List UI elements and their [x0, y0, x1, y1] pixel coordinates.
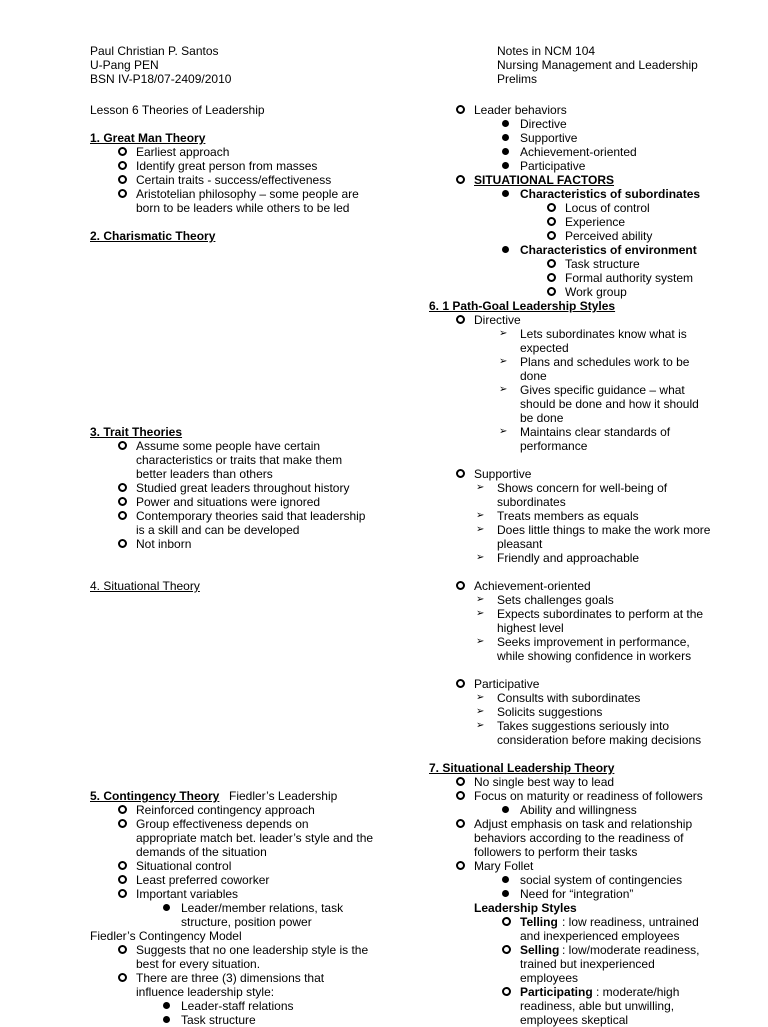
- text-line: Friendly and approachable: [497, 551, 640, 565]
- circle-bullet-icon: [456, 315, 465, 324]
- arrow-bullet-icon: ➢: [476, 524, 485, 535]
- circle-bullet-icon: [502, 917, 511, 926]
- circle-bullet-icon: [118, 973, 127, 982]
- text-line: 7. Situational Leadership Theory: [429, 761, 615, 775]
- text-line: Selling: [520, 943, 560, 957]
- text-line: Achievement-oriented: [474, 579, 591, 593]
- dot-bullet-icon: [163, 1002, 170, 1009]
- circle-bullet-icon: [547, 287, 556, 296]
- text-line: Perceived ability: [565, 229, 653, 243]
- circle-bullet-icon: [456, 777, 465, 786]
- text-line: Shows concern for well-being of: [497, 481, 668, 495]
- text-line: Lets subordinates know what is: [520, 327, 687, 341]
- text-line: is a skill and can be developed: [136, 523, 300, 537]
- circle-bullet-icon: [456, 581, 465, 590]
- text-line: born to be leaders while others to be led: [136, 201, 350, 215]
- text-line: Studied great leaders throughout history: [136, 481, 350, 495]
- arrow-bullet-icon: ➢: [499, 356, 508, 367]
- text-line: consideration before making decisions: [497, 733, 702, 747]
- arrow-bullet-icon: ➢: [499, 328, 508, 339]
- text-line: Characteristics of subordinates: [520, 187, 701, 201]
- text-line: There are three (3) dimensions that: [136, 971, 325, 985]
- text-line: Supportive: [474, 467, 532, 481]
- arrow-bullet-icon: ➢: [476, 510, 485, 521]
- arrow-bullet-icon: ➢: [499, 426, 508, 437]
- text-line: Locus of control: [565, 201, 650, 215]
- circle-bullet-icon: [118, 819, 127, 828]
- text-line: Work group: [565, 285, 627, 299]
- circle-bullet-icon: [502, 945, 511, 954]
- text-line: 2. Charismatic Theory: [90, 229, 216, 243]
- text-line: demands of the situation: [136, 845, 267, 859]
- text-line: 3. Trait Theories: [90, 425, 183, 439]
- arrow-bullet-icon: ➢: [476, 692, 485, 703]
- circle-bullet-icon: [118, 861, 127, 870]
- text-line: highest level: [497, 621, 564, 635]
- text-line: employees: [520, 971, 579, 985]
- dot-bullet-icon: [502, 120, 509, 127]
- arrow-bullet-icon: ➢: [476, 594, 485, 605]
- circle-bullet-icon: [456, 819, 465, 828]
- circle-bullet-icon: [547, 231, 556, 240]
- arrow-bullet-icon: ➢: [476, 482, 485, 493]
- text-line: Maintains clear standards of: [520, 425, 671, 439]
- circle-bullet-icon: [118, 175, 127, 184]
- text-line: Takes suggestions seriously into: [497, 719, 670, 733]
- circle-bullet-icon: [456, 469, 465, 478]
- dot-bullet-icon: [502, 876, 509, 883]
- text-line: Assume some people have certain: [136, 439, 321, 453]
- circle-bullet-icon: [118, 539, 127, 548]
- circle-bullet-icon: [456, 861, 465, 870]
- text-line: Earliest approach: [136, 145, 230, 159]
- text-line: 5. Contingency Theory: [90, 789, 220, 803]
- text-line: : low/moderate readiness,: [562, 943, 700, 957]
- arrow-bullet-icon: ➢: [476, 706, 485, 717]
- circle-bullet-icon: [118, 161, 127, 170]
- text-line: Experience: [565, 215, 626, 229]
- text-line: Plans and schedules work to be: [520, 355, 690, 369]
- arrow-bullet-icon: ➢: [476, 552, 485, 563]
- text-line: Leader-staff relations: [181, 999, 294, 1013]
- circle-bullet-icon: [118, 441, 127, 450]
- text-line: Certain traits - success/effectiveness: [136, 173, 332, 187]
- text-line: Leadership Styles: [474, 901, 577, 915]
- text-line: 4. Situational Theory: [90, 579, 200, 593]
- text-line: Leader/member relations, task: [181, 901, 344, 915]
- dot-bullet-icon: [163, 904, 170, 911]
- text-line: Task structure: [181, 1013, 256, 1027]
- text-line: should be done and how it should: [520, 397, 699, 411]
- circle-bullet-icon: [118, 189, 127, 198]
- text-line: No single best way to lead: [474, 775, 615, 789]
- text-line: Lesson 6 Theories of Leadership: [90, 103, 265, 117]
- text-line: Important variables: [136, 887, 239, 901]
- text-line: Telling: [520, 915, 558, 929]
- text-line: Does little things to make the work more: [497, 523, 711, 537]
- text-line: Focus on maturity or readiness of followers: [474, 789, 703, 803]
- text-line: Participative: [474, 677, 540, 691]
- circle-bullet-icon: [118, 889, 127, 898]
- text-line: Participative: [520, 159, 586, 173]
- text-line: Supportive: [520, 131, 578, 145]
- text-line: readiness, able but unwilling,: [520, 999, 675, 1013]
- text-line: 6. 1 Path-Goal Leadership Styles: [429, 299, 616, 313]
- dot-bullet-icon: [502, 890, 509, 897]
- text-line: Contemporary theories said that leadership: [136, 509, 366, 523]
- text-line: followers to perform their tasks: [474, 845, 638, 859]
- text-line: expected: [520, 341, 569, 355]
- text-line: Least preferred coworker: [136, 873, 270, 887]
- text-line: BSN IV-P18/07-2409/2010: [90, 72, 232, 86]
- text-line: subordinates: [497, 495, 566, 509]
- text-line: Directive: [474, 313, 521, 327]
- text-line: Directive: [520, 117, 567, 131]
- circle-bullet-icon: [118, 497, 127, 506]
- circle-bullet-icon: [456, 791, 465, 800]
- text-line: characteristics or traits that make them: [136, 453, 343, 467]
- text-line: Achievement-oriented: [520, 145, 637, 159]
- text-line: Need for “integration”: [520, 887, 634, 901]
- text-line: Sets challenges goals: [497, 593, 614, 607]
- text-line: Characteristics of environment: [520, 243, 697, 257]
- arrow-bullet-icon: ➢: [476, 720, 485, 731]
- text-line: SITUATIONAL FACTORS: [474, 173, 615, 187]
- text-line: Aristotelian philosophy – some people are: [136, 187, 359, 201]
- circle-bullet-icon: [502, 987, 511, 996]
- text-line: Power and situations were ignored: [136, 495, 321, 509]
- text-line: be done: [520, 411, 564, 425]
- text-line: Task structure: [565, 257, 640, 271]
- text-line: employees skeptical: [520, 1013, 629, 1027]
- text-line: Expects subordinates to perform at the: [497, 607, 704, 621]
- dot-bullet-icon: [502, 134, 509, 141]
- dot-bullet-icon: [502, 246, 509, 253]
- text-line: and inexperienced employees: [520, 929, 680, 943]
- text-line: Adjust emphasis on task and relationship: [474, 817, 693, 831]
- text-line: influence leadership style:: [136, 985, 275, 999]
- text-line: Suggests that no one leadership style is the: [136, 943, 369, 957]
- text-line: Fiedler’s Contingency Model: [90, 929, 242, 943]
- text-line: structure, position power: [181, 915, 312, 929]
- text-line: U-Pang PEN: [90, 58, 159, 72]
- dot-bullet-icon: [502, 806, 509, 813]
- text-line: Notes in NCM 104: [497, 44, 596, 58]
- text-line: Not inborn: [136, 537, 192, 551]
- dot-bullet-icon: [502, 162, 509, 169]
- circle-bullet-icon: [118, 511, 127, 520]
- dot-bullet-icon: [502, 190, 509, 197]
- circle-bullet-icon: [547, 217, 556, 226]
- text-line: trained but inexperienced: [520, 957, 655, 971]
- text-line: Leader behaviors: [474, 103, 567, 117]
- circle-bullet-icon: [456, 105, 465, 114]
- circle-bullet-icon: [118, 875, 127, 884]
- text-line: performance: [520, 439, 588, 453]
- dot-bullet-icon: [502, 148, 509, 155]
- text-line: Paul Christian P. Santos: [90, 44, 219, 58]
- circle-bullet-icon: [456, 175, 465, 184]
- text-line: Consults with subordinates: [497, 691, 641, 705]
- text-line: Formal authority system: [565, 271, 694, 285]
- circle-bullet-icon: [118, 805, 127, 814]
- circle-bullet-icon: [118, 945, 127, 954]
- text-line: appropriate match bet. leader’s style and the: [136, 831, 374, 845]
- circle-bullet-icon: [118, 483, 127, 492]
- text-line: Group effectiveness depends on: [136, 817, 309, 831]
- text-line: Situational control: [136, 859, 232, 873]
- text-line: Reinforced contingency approach: [136, 803, 315, 817]
- arrow-bullet-icon: ➢: [476, 636, 485, 647]
- text-line: Participating: [520, 985, 593, 999]
- text-line: better leaders than others: [136, 467, 273, 481]
- arrow-bullet-icon: ➢: [476, 608, 485, 619]
- circle-bullet-icon: [456, 679, 465, 688]
- text-line: Ability and willingness: [520, 803, 637, 817]
- circle-bullet-icon: [547, 273, 556, 282]
- circle-bullet-icon: [547, 203, 556, 212]
- circle-bullet-icon: [547, 259, 556, 268]
- text-line: : low readiness, untrained: [562, 915, 699, 929]
- dot-bullet-icon: [163, 1016, 170, 1023]
- text-line: Solicits suggestions: [497, 705, 603, 719]
- text-line: social system of contingencies: [520, 873, 683, 887]
- text-line: Fiedler’s Leadership: [229, 789, 338, 803]
- text-line: while showing confidence in workers: [497, 649, 692, 663]
- text-line: best for every situation.: [136, 957, 261, 971]
- text-line: 1. Great Man Theory: [90, 131, 206, 145]
- arrow-bullet-icon: ➢: [499, 384, 508, 395]
- text-line: behaviors according to the readiness of: [474, 831, 684, 845]
- text-line: Seeks improvement in performance,: [497, 635, 690, 649]
- text-line: Treats members as equals: [497, 509, 639, 523]
- text-line: Prelims: [497, 72, 538, 86]
- text-line: Gives specific guidance – what: [520, 383, 685, 397]
- text-line: pleasant: [497, 537, 543, 551]
- text-line: done: [520, 369, 547, 383]
- text-line: : moderate/high: [596, 985, 680, 999]
- text-line: Identify great person from masses: [136, 159, 318, 173]
- text-line: Nursing Management and Leadership: [497, 58, 698, 72]
- text-line: Mary Follet: [474, 859, 534, 873]
- circle-bullet-icon: [118, 147, 127, 156]
